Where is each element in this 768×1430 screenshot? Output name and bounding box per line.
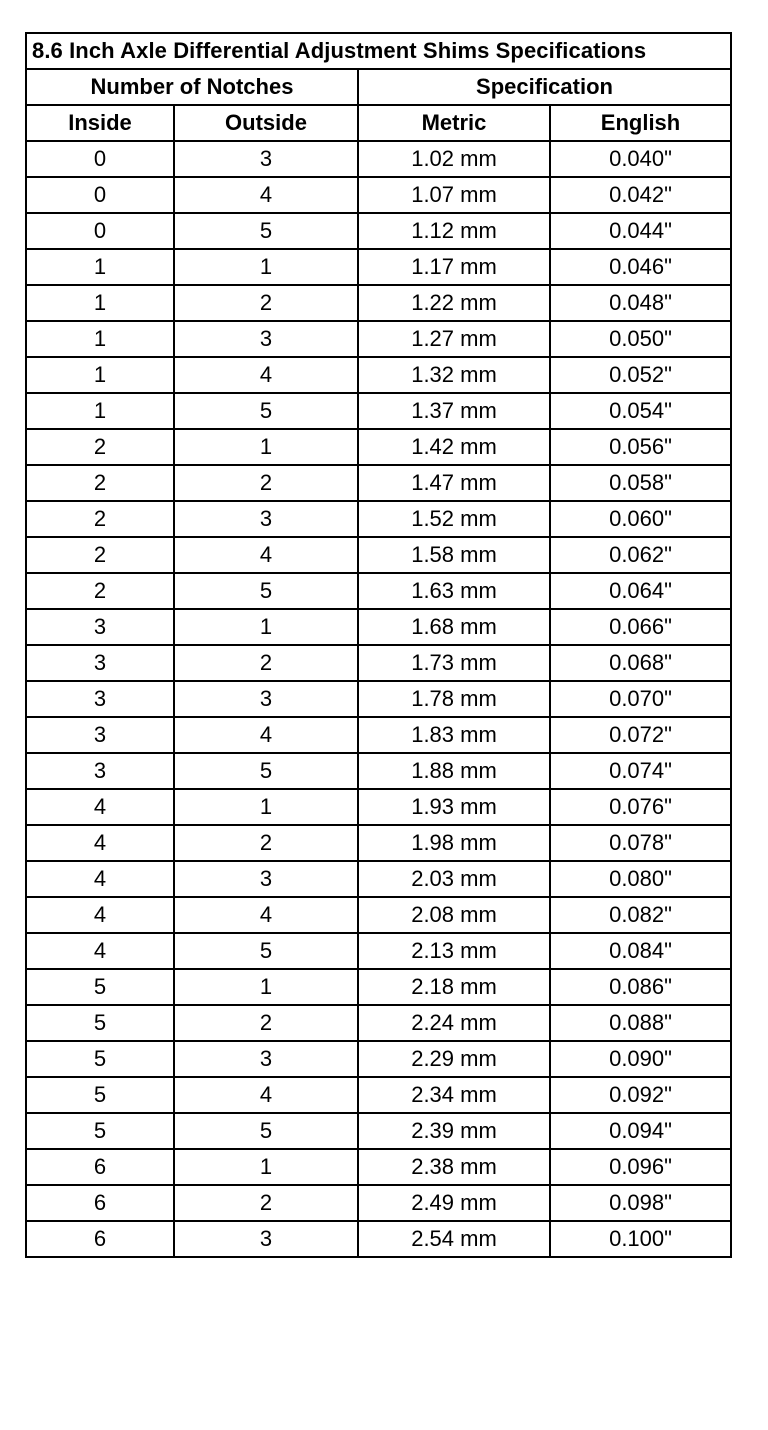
cell-inside: 0 (26, 213, 174, 249)
cell-outside: 4 (174, 357, 358, 393)
cell-inside: 2 (26, 429, 174, 465)
cell-metric: 1.02 mm (358, 141, 550, 177)
cell-outside: 2 (174, 465, 358, 501)
cell-inside: 4 (26, 933, 174, 969)
cell-outside: 3 (174, 861, 358, 897)
table-row (26, 1005, 731, 1041)
table-row (26, 429, 731, 465)
cell-metric: 2.29 mm (358, 1041, 550, 1077)
table-row (26, 1185, 731, 1221)
column-header-row (26, 105, 731, 141)
table-row (26, 789, 731, 825)
cell-outside: 4 (174, 1077, 358, 1113)
table-row (26, 501, 731, 537)
table-row (26, 1077, 731, 1113)
cell-inside: 0 (26, 177, 174, 213)
table-row (26, 1041, 731, 1077)
cell-inside: 1 (26, 321, 174, 357)
cell-outside: 3 (174, 1041, 358, 1077)
table-row (26, 825, 731, 861)
table-row (26, 753, 731, 789)
cell-outside: 3 (174, 141, 358, 177)
cell-outside: 3 (174, 501, 358, 537)
table-header (26, 33, 731, 141)
table-row (26, 177, 731, 213)
cell-english: 0.054" (550, 393, 731, 429)
cell-english: 0.072" (550, 717, 731, 753)
cell-english: 0.042" (550, 177, 731, 213)
title-row (26, 33, 731, 69)
cell-english: 0.056" (550, 429, 731, 465)
cell-metric: 1.17 mm (358, 249, 550, 285)
cell-metric: 1.83 mm (358, 717, 550, 753)
cell-outside: 5 (174, 573, 358, 609)
cell-outside: 5 (174, 753, 358, 789)
cell-outside: 1 (174, 969, 358, 1005)
cell-english: 0.086" (550, 969, 731, 1005)
cell-metric: 1.93 mm (358, 789, 550, 825)
cell-metric: 1.68 mm (358, 609, 550, 645)
cell-metric: 1.32 mm (358, 357, 550, 393)
cell-inside: 6 (26, 1185, 174, 1221)
table-row (26, 897, 731, 933)
cell-outside: 4 (174, 537, 358, 573)
cell-english: 0.058" (550, 465, 731, 501)
cell-inside: 3 (26, 681, 174, 717)
cell-outside: 5 (174, 393, 358, 429)
table-row (26, 861, 731, 897)
cell-english: 0.060" (550, 501, 731, 537)
cell-metric: 2.13 mm (358, 933, 550, 969)
cell-english: 0.080" (550, 861, 731, 897)
shim-spec-table (25, 32, 732, 1258)
cell-inside: 5 (26, 1077, 174, 1113)
cell-english: 0.070" (550, 681, 731, 717)
column-header-outside: Outside (174, 105, 358, 141)
cell-english: 0.064" (550, 573, 731, 609)
cell-metric: 1.07 mm (358, 177, 550, 213)
cell-metric: 1.58 mm (358, 537, 550, 573)
cell-metric: 1.63 mm (358, 573, 550, 609)
cell-inside: 5 (26, 1041, 174, 1077)
cell-english: 0.100" (550, 1221, 731, 1257)
cell-metric: 1.12 mm (358, 213, 550, 249)
cell-metric: 1.78 mm (358, 681, 550, 717)
table-row (26, 1149, 731, 1185)
group-header-notches: Number of Notches (26, 69, 358, 105)
cell-metric: 1.47 mm (358, 465, 550, 501)
cell-outside: 3 (174, 321, 358, 357)
table-row (26, 357, 731, 393)
cell-english: 0.088" (550, 1005, 731, 1041)
cell-english: 0.040" (550, 141, 731, 177)
cell-english: 0.066" (550, 609, 731, 645)
column-header-inside: Inside (26, 105, 174, 141)
cell-metric: 2.38 mm (358, 1149, 550, 1185)
table-row (26, 321, 731, 357)
cell-metric: 1.52 mm (358, 501, 550, 537)
cell-outside: 1 (174, 609, 358, 645)
table-row (26, 393, 731, 429)
cell-inside: 4 (26, 861, 174, 897)
table-row (26, 465, 731, 501)
cell-outside: 5 (174, 213, 358, 249)
group-header-specification: Specification (358, 69, 731, 105)
cell-english: 0.098" (550, 1185, 731, 1221)
cell-inside: 2 (26, 537, 174, 573)
cell-inside: 1 (26, 249, 174, 285)
cell-outside: 5 (174, 1113, 358, 1149)
cell-inside: 1 (26, 357, 174, 393)
cell-metric: 2.39 mm (358, 1113, 550, 1149)
cell-inside: 4 (26, 789, 174, 825)
cell-inside: 5 (26, 1113, 174, 1149)
cell-outside: 1 (174, 1149, 358, 1185)
cell-outside: 4 (174, 177, 358, 213)
cell-inside: 4 (26, 897, 174, 933)
cell-inside: 2 (26, 465, 174, 501)
cell-english: 0.084" (550, 933, 731, 969)
cell-inside: 5 (26, 969, 174, 1005)
table-row (26, 141, 731, 177)
column-header-metric: Metric (358, 105, 550, 141)
cell-english: 0.078" (550, 825, 731, 861)
cell-metric: 1.37 mm (358, 393, 550, 429)
cell-english: 0.094" (550, 1113, 731, 1149)
cell-outside: 5 (174, 933, 358, 969)
cell-metric: 2.49 mm (358, 1185, 550, 1221)
cell-metric: 2.18 mm (358, 969, 550, 1005)
table-row (26, 645, 731, 681)
table-row (26, 1221, 731, 1257)
cell-metric: 1.88 mm (358, 753, 550, 789)
cell-metric: 2.03 mm (358, 861, 550, 897)
cell-inside: 3 (26, 717, 174, 753)
table-row (26, 1113, 731, 1149)
cell-inside: 4 (26, 825, 174, 861)
table-row (26, 213, 731, 249)
cell-outside: 1 (174, 249, 358, 285)
table-row (26, 249, 731, 285)
table-row (26, 573, 731, 609)
cell-inside: 3 (26, 645, 174, 681)
cell-inside: 5 (26, 1005, 174, 1041)
cell-inside: 3 (26, 609, 174, 645)
cell-outside: 3 (174, 681, 358, 717)
cell-outside: 4 (174, 897, 358, 933)
cell-outside: 2 (174, 285, 358, 321)
table-row (26, 285, 731, 321)
cell-english: 0.062" (550, 537, 731, 573)
cell-english: 0.050" (550, 321, 731, 357)
cell-inside: 0 (26, 141, 174, 177)
cell-inside: 6 (26, 1149, 174, 1185)
group-header-row (26, 69, 731, 105)
table-row (26, 537, 731, 573)
table-row (26, 969, 731, 1005)
cell-inside: 2 (26, 501, 174, 537)
cell-metric: 2.34 mm (358, 1077, 550, 1113)
table-title: 8.6 Inch Axle Differential Adjustment Shims Specifications (26, 33, 731, 69)
cell-english: 0.096" (550, 1149, 731, 1185)
cell-outside: 2 (174, 1185, 358, 1221)
cell-metric: 1.27 mm (358, 321, 550, 357)
table-row (26, 717, 731, 753)
cell-inside: 1 (26, 393, 174, 429)
cell-english: 0.092" (550, 1077, 731, 1113)
cell-english: 0.090" (550, 1041, 731, 1077)
column-header-english: English (550, 105, 731, 141)
cell-english: 0.068" (550, 645, 731, 681)
cell-inside: 3 (26, 753, 174, 789)
cell-english: 0.048" (550, 285, 731, 321)
cell-inside: 1 (26, 285, 174, 321)
cell-outside: 1 (174, 429, 358, 465)
cell-metric: 1.73 mm (358, 645, 550, 681)
table-row (26, 681, 731, 717)
cell-english: 0.046" (550, 249, 731, 285)
cell-outside: 2 (174, 1005, 358, 1041)
cell-english: 0.074" (550, 753, 731, 789)
cell-outside: 4 (174, 717, 358, 753)
cell-outside: 3 (174, 1221, 358, 1257)
table-row (26, 933, 731, 969)
cell-metric: 2.54 mm (358, 1221, 550, 1257)
cell-metric: 2.08 mm (358, 897, 550, 933)
cell-metric: 1.98 mm (358, 825, 550, 861)
cell-english: 0.044" (550, 213, 731, 249)
cell-outside: 1 (174, 789, 358, 825)
cell-inside: 6 (26, 1221, 174, 1257)
cell-metric: 1.42 mm (358, 429, 550, 465)
table-row (26, 609, 731, 645)
cell-english: 0.076" (550, 789, 731, 825)
cell-outside: 2 (174, 645, 358, 681)
table-body (26, 141, 731, 1257)
cell-metric: 1.22 mm (358, 285, 550, 321)
cell-inside: 2 (26, 573, 174, 609)
cell-english: 0.052" (550, 357, 731, 393)
cell-outside: 2 (174, 825, 358, 861)
cell-metric: 2.24 mm (358, 1005, 550, 1041)
cell-english: 0.082" (550, 897, 731, 933)
